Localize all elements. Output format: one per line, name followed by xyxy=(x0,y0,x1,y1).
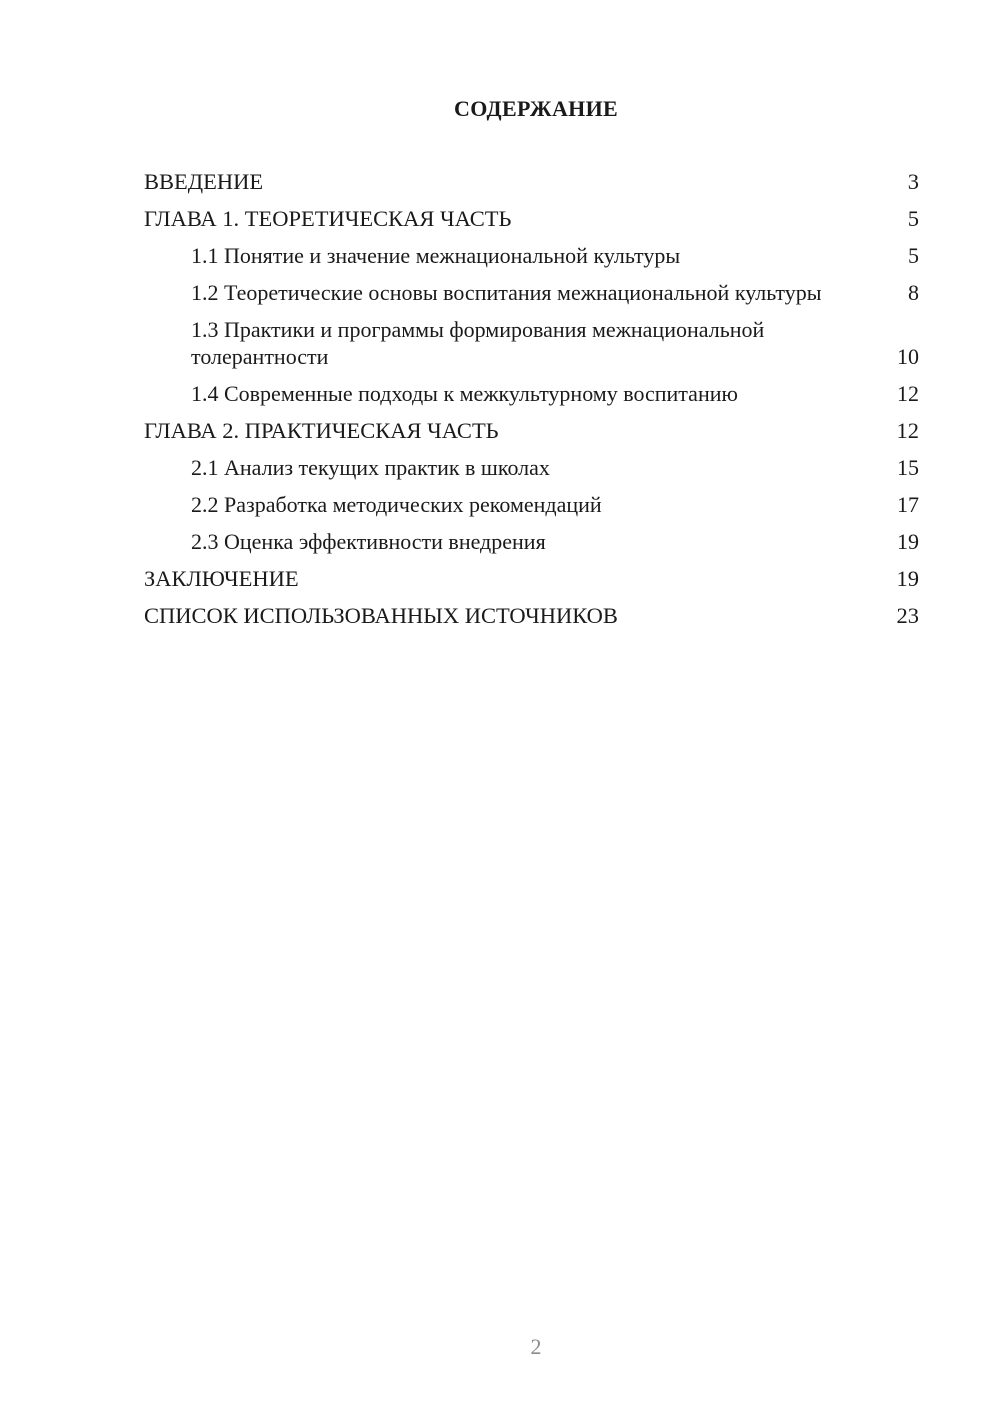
toc-entry-label: 1.1 Понятие и значение межнациональной культуры xyxy=(191,243,681,268)
toc-entry-label: 1.2 Теоретические основы воспитания межнациональной культуры xyxy=(191,280,822,305)
toc-entry-page: 8 xyxy=(908,280,919,305)
toc-entry-section-2-2[interactable] xyxy=(144,491,919,518)
toc-entry-chapter-2[interactable] xyxy=(144,417,919,444)
toc-entry-label: СПИСОК ИСПОЛЬЗОВАННЫХ ИСТОЧНИКОВ xyxy=(144,603,618,628)
toc-entry-label: 2.3 Оценка эффективности внедрения xyxy=(191,529,546,554)
toc-entry-label: ГЛАВА 2. ПРАКТИЧЕСКАЯ ЧАСТЬ xyxy=(144,418,499,443)
toc-entry-chapter-1[interactable] xyxy=(144,205,919,232)
toc-entry-label: ГЛАВА 1. ТЕОРЕТИЧЕСКАЯ ЧАСТЬ xyxy=(144,206,512,231)
toc-entry-page: 15 xyxy=(897,455,919,480)
toc-entry-label: ЗАКЛЮЧЕНИЕ xyxy=(144,566,299,591)
toc-entry-introduction[interactable] xyxy=(144,168,919,195)
toc-entry-label: 1.4 Современные подходы к межкультурному воспитанию xyxy=(191,381,738,406)
toc-entry-section-2-3[interactable] xyxy=(144,528,919,555)
page-title: СОДЕРЖАНИЕ xyxy=(454,96,618,121)
page-number-footer: 2 xyxy=(530,1334,542,1359)
toc-entry-section-1-3[interactable] xyxy=(144,316,919,370)
toc-entry-page: 17 xyxy=(897,492,919,517)
toc-entry-page: 12 xyxy=(897,381,919,406)
toc-entry-page: 5 xyxy=(907,206,919,231)
toc-entry-references[interactable] xyxy=(144,602,919,629)
toc-entry-label: 1.3 Практики и программы формирования межнациональной толерантности xyxy=(191,317,765,369)
toc-entry-page: 5 xyxy=(908,243,919,268)
toc-entry-section-1-1[interactable] xyxy=(144,242,919,269)
toc-entry-label: 2.1 Анализ текущих практик в школах xyxy=(191,455,550,480)
toc-entry-page: 12 xyxy=(896,418,919,443)
toc-entry-page: 10 xyxy=(897,344,919,369)
toc-entry-page: 19 xyxy=(896,566,919,591)
table-of-contents xyxy=(144,168,919,639)
toc-entry-conclusion[interactable] xyxy=(144,565,919,592)
toc-entry-page: 19 xyxy=(897,529,919,554)
toc-entry-section-1-4[interactable] xyxy=(144,380,919,407)
toc-entry-label: ВВЕДЕНИЕ xyxy=(144,169,264,194)
toc-entry-label: 2.2 Разработка методических рекомендаций xyxy=(191,492,602,517)
toc-entry-page: 3 xyxy=(907,169,919,194)
toc-entry-page: 23 xyxy=(896,603,919,628)
toc-entry-section-1-2[interactable] xyxy=(144,279,919,306)
toc-entry-section-2-1[interactable] xyxy=(144,454,919,481)
